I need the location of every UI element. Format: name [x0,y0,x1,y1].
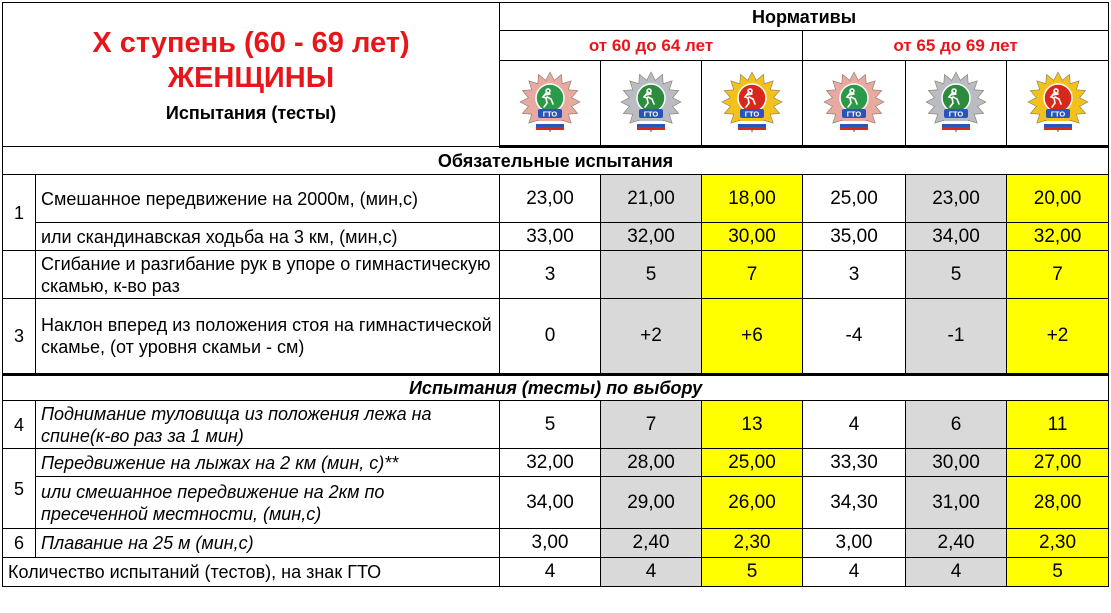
value-gold: 30,00 [702,223,803,251]
value-gold: 13 [702,401,803,449]
footer-value-silver: 4 [906,558,1007,587]
value-silver: -1 [906,299,1007,375]
test-name: или скандинавская ходьба на 3 км, (мин,с) [36,223,500,251]
test-name: или смешанное передвижение на 2км по пресеченной местности, (мин,с) [36,477,500,529]
value-silver: 5 [601,251,702,299]
value-bronze: -4 [803,299,906,375]
gto-bronze-badge-icon [822,69,886,133]
section-mandatory: Обязательные испытания [3,147,1109,175]
svg-text:ГТО: ГТО [846,109,862,118]
value-silver: 29,00 [601,477,702,529]
section-optional: Испытания (тесты) по выбору [3,375,1109,401]
row-number: 1 [3,175,36,251]
value-gold: +6 [702,299,803,375]
svg-text:ГТО: ГТО [643,109,659,118]
svg-text:ГТО: ГТО [542,109,558,118]
value-gold: 26,00 [702,477,803,529]
value-bronze: 33,00 [500,223,601,251]
value-gold: +2 [1007,299,1109,375]
row-number: 5 [3,449,36,529]
value-gold: 28,00 [1007,477,1109,529]
row-number: 6 [3,529,36,558]
value-silver: 2,40 [601,529,702,558]
value-bronze: 5 [500,401,601,449]
value-gold: 32,00 [1007,223,1109,251]
age-group-60-64: от 60 до 64 лет [500,31,803,61]
value-bronze: 25,00 [803,175,906,223]
value-gold: 2,30 [1007,529,1109,558]
value-silver: 2,40 [906,529,1007,558]
value-silver: 34,00 [906,223,1007,251]
badge-cell-gold [1007,61,1109,147]
value-bronze: 3 [803,251,906,299]
test-name: Смешанное передвижение на 2000м, (мин,с) [36,175,500,223]
row-number [3,251,36,299]
row-number: 3 [3,299,36,375]
badge-cell-bronze [500,61,601,147]
title-tests: Испытания (тесты) [165,102,337,123]
test-name: Плавание на 25 м (мин,с) [36,529,500,558]
age-group-65-69: от 65 до 69 лет [803,31,1109,61]
gto-gold-badge-icon [720,69,784,133]
value-silver: 30,00 [906,449,1007,477]
footer-value-bronze: 4 [500,558,601,587]
gto-silver-badge-icon [924,69,988,133]
footer-label: Количество испытаний (тестов), на знак ГТО [3,558,500,587]
value-silver: 31,00 [906,477,1007,529]
value-bronze: 34,30 [803,477,906,529]
value-bronze: 4 [803,401,906,449]
value-silver: +2 [601,299,702,375]
badge-cell-silver [906,61,1007,147]
title-gender: ЖЕНЩИНЫ [167,61,335,94]
value-gold: 2,30 [702,529,803,558]
gto-gold-badge-icon [1026,69,1090,133]
test-name: Передвижение на лыжах на 2 км (мин, с)** [36,449,500,477]
value-silver: 21,00 [601,175,702,223]
badge-cell-bronze [803,61,906,147]
gto-norms-table [2,2,1109,587]
value-silver: 28,00 [601,449,702,477]
title-stage: X ступень (60 - 69 лет) [92,26,410,59]
value-bronze: 35,00 [803,223,906,251]
gto-silver-badge-icon [619,69,683,133]
svg-text:ГТО: ГТО [744,109,760,118]
value-gold: 25,00 [702,449,803,477]
value-gold: 7 [1007,251,1109,299]
value-gold: 27,00 [1007,449,1109,477]
norms-header: Нормативы [500,3,1109,31]
value-gold: 18,00 [702,175,803,223]
value-bronze: 33,30 [803,449,906,477]
value-silver: 7 [601,401,702,449]
value-gold: 20,00 [1007,175,1109,223]
test-name: Поднимание туловища из положения лежа на спине(к-во раз за 1 мин) [36,401,500,449]
svg-text:ГТО: ГТО [948,109,964,118]
title-block [3,3,500,147]
value-bronze: 3 [500,251,601,299]
test-name: Сгибание и разгибание рук в упоре о гимнастическую скамью, к-во раз [36,251,500,299]
footer-value-gold: 5 [1007,558,1109,587]
value-bronze: 23,00 [500,175,601,223]
value-silver: 23,00 [906,175,1007,223]
value-silver: 5 [906,251,1007,299]
test-name: Наклон вперед из положения стоя на гимнастической скамье, (от уровня скамьи - см) [36,299,500,375]
footer-value-bronze: 4 [803,558,906,587]
footer-value-silver: 4 [601,558,702,587]
value-bronze: 0 [500,299,601,375]
value-silver: 6 [906,401,1007,449]
svg-text:ГТО: ГТО [1050,109,1065,118]
value-gold: 7 [702,251,803,299]
row-number: 4 [3,401,36,449]
value-bronze: 3,00 [500,529,601,558]
badge-cell-gold [702,61,803,147]
badge-cell-silver [601,61,702,147]
value-bronze: 3,00 [803,529,906,558]
value-bronze: 32,00 [500,449,601,477]
value-gold: 11 [1007,401,1109,449]
value-bronze: 34,00 [500,477,601,529]
gto-bronze-badge-icon [518,69,582,133]
footer-value-gold: 5 [702,558,803,587]
value-silver: 32,00 [601,223,702,251]
